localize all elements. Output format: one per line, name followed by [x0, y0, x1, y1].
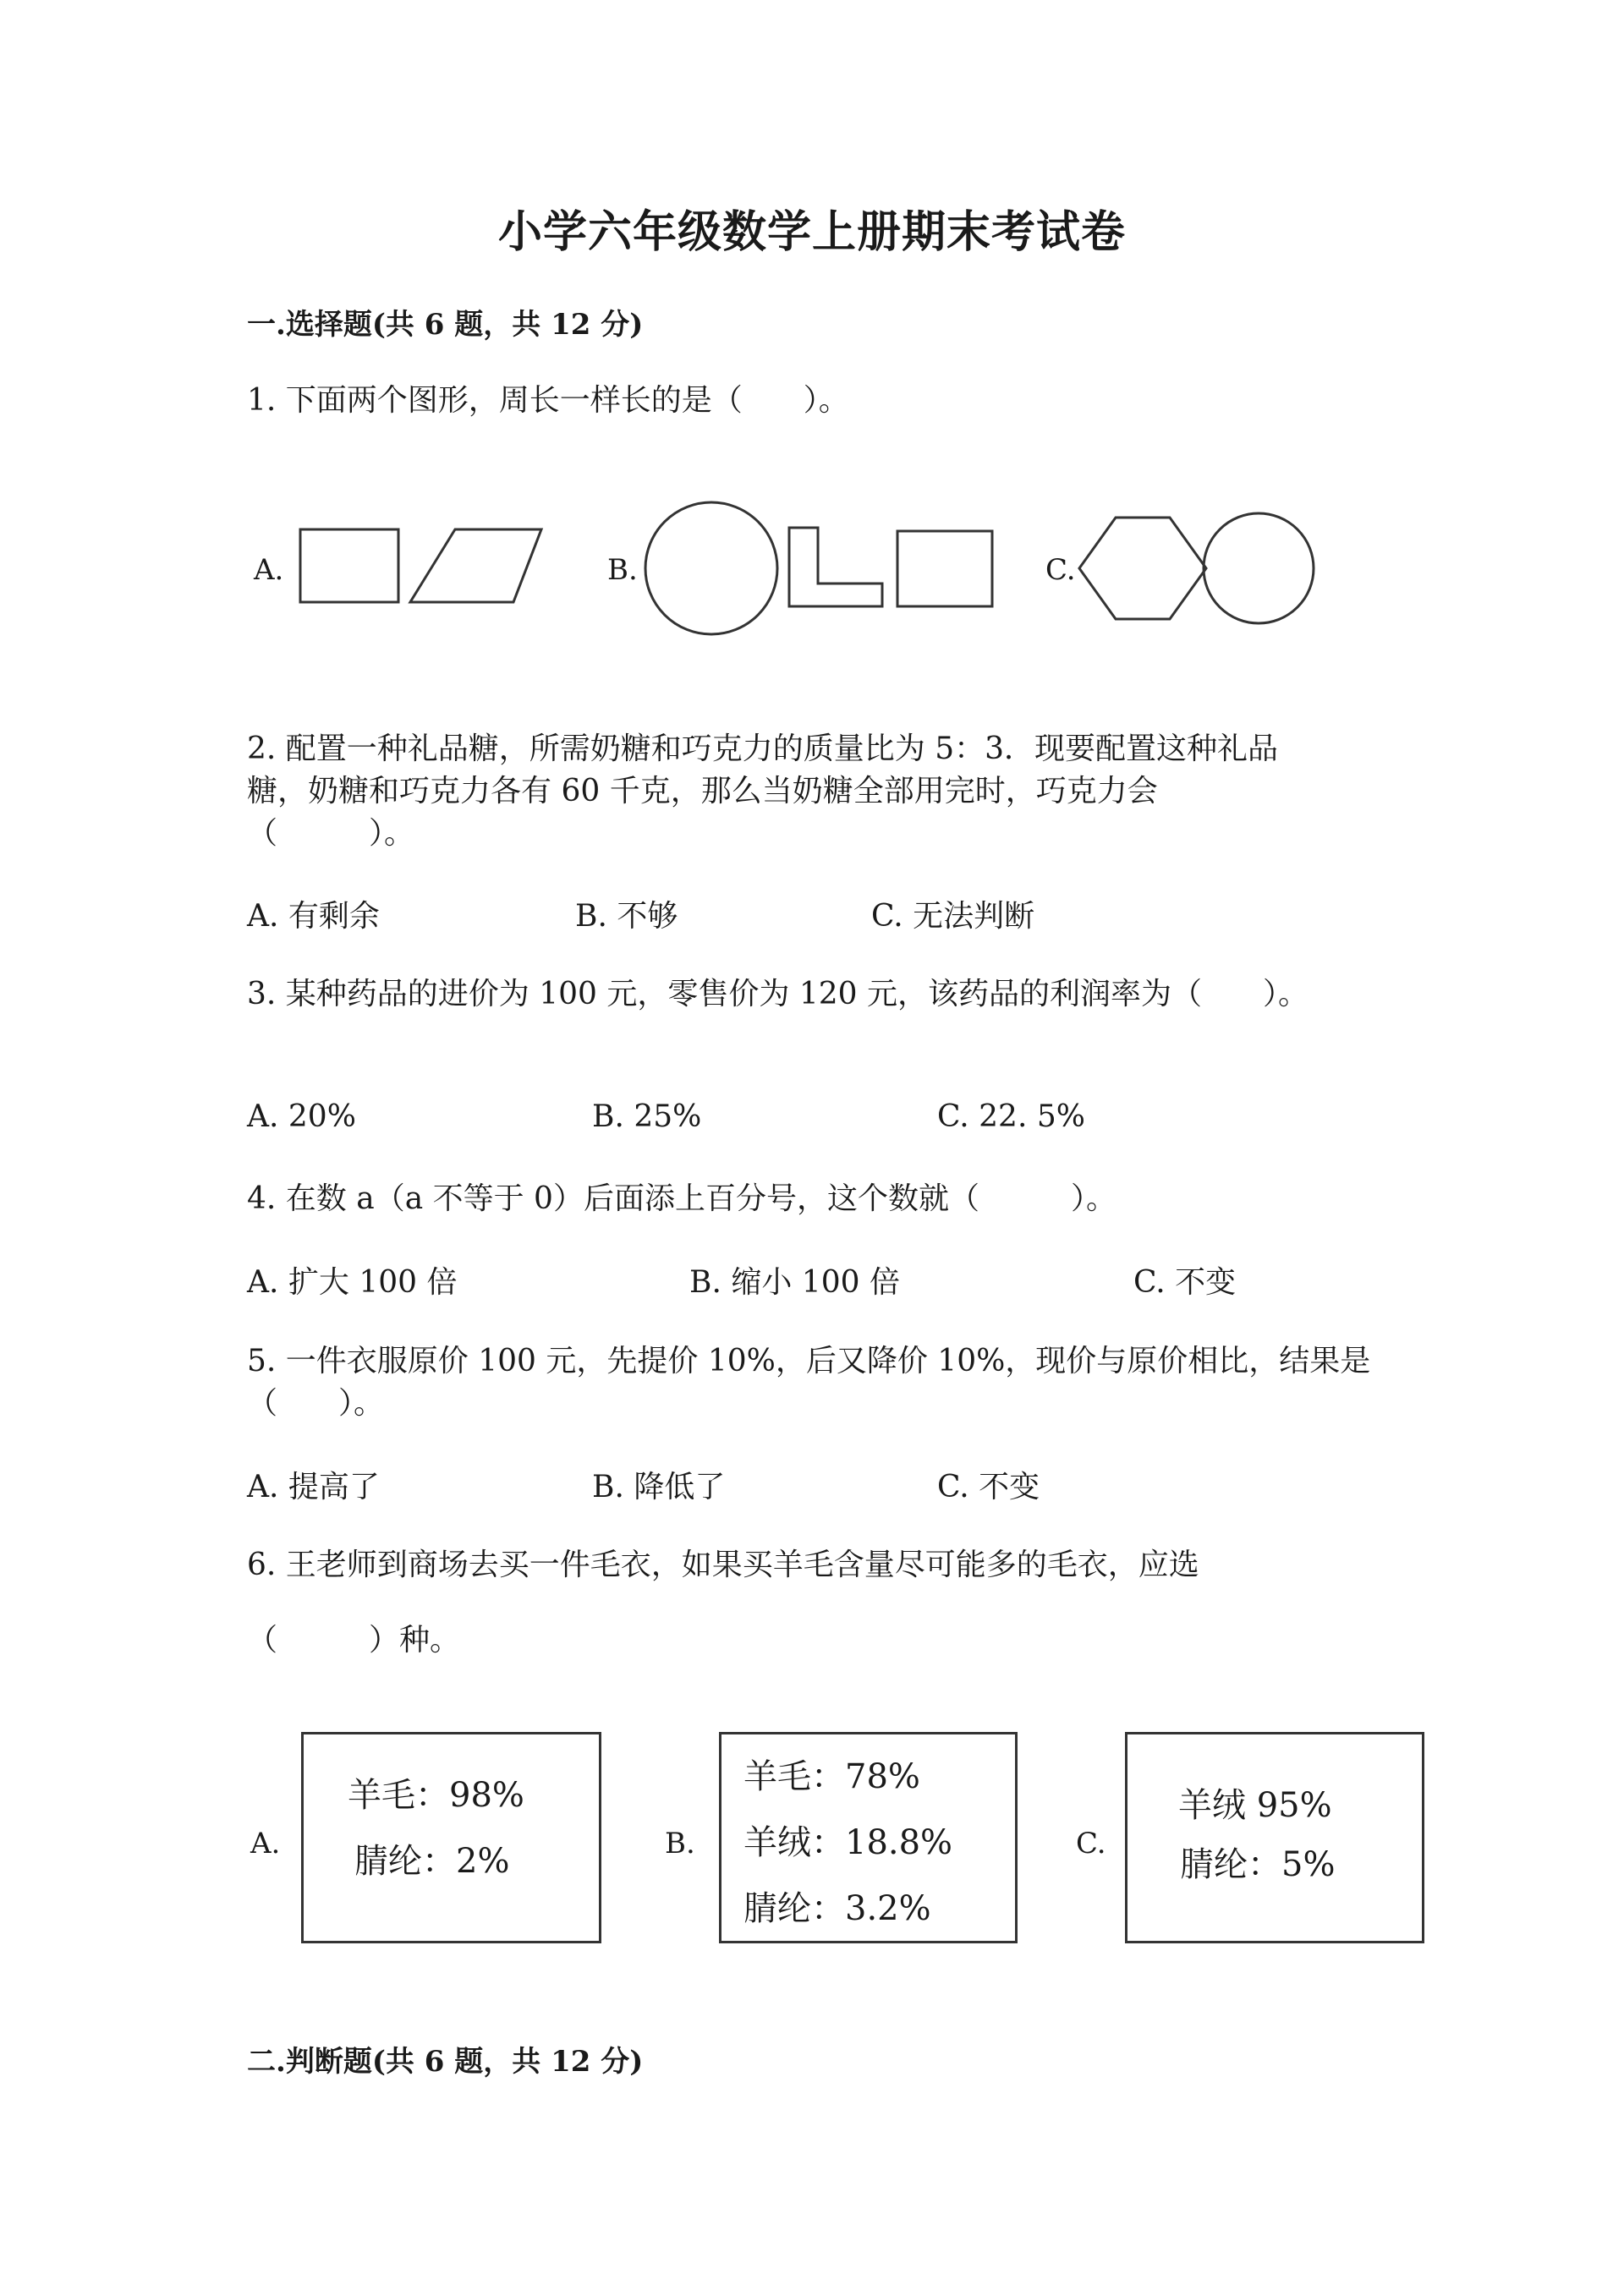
q1-figure-a: [296, 524, 550, 609]
circle-shape: [645, 502, 777, 634]
q5-option-a: A. 提高了: [247, 1470, 380, 1504]
l-shape: [789, 528, 882, 606]
section-heading-choice: 一.选择题(共 6 题，共 12 分): [247, 308, 644, 342]
q6-option-a-label: A.: [250, 1827, 281, 1860]
q1-option-c-label: C.: [1045, 553, 1076, 587]
fiber-content-line: 腈纶：2%: [354, 1842, 510, 1881]
fiber-content-line: 羊毛：78%: [743, 1757, 920, 1796]
hexagon-shape: [1079, 518, 1206, 619]
parallelogram-shape: [410, 529, 541, 602]
q6-label-box-a: [301, 1732, 601, 1943]
question-5-line-2: （ ）。: [247, 1386, 385, 1421]
q2-option-c: C. 无法判断: [871, 899, 1035, 934]
fiber-content-line: 羊绒：18.8%: [743, 1823, 953, 1862]
rectangle-shape: [300, 529, 398, 602]
q6-option-c-label: C.: [1076, 1827, 1106, 1860]
question-3-text: 3. 某种药品的进价为 100 元，零售价为 120 元，该药品的利润率为（ ）。: [247, 977, 1309, 1011]
q4-option-c: C. 不变: [1133, 1265, 1237, 1300]
q5-option-b: B. 降低了: [592, 1470, 726, 1504]
q6-label-box-c: [1125, 1732, 1424, 1943]
fiber-content-line: 羊毛：98%: [348, 1776, 524, 1815]
question-1-text: 1. 下面两个图形，周长一样长的是（ ）。: [247, 383, 849, 418]
fiber-content-line: 腈纶：3.2%: [743, 1889, 931, 1928]
fiber-content-line: 羊绒 95%: [1178, 1786, 1332, 1825]
question-2-line-2: 糖，奶糖和巧克力各有 60 千克，那么当奶糖全部用完时，巧克力会: [247, 774, 1158, 808]
section-heading-judgement: 二.判断题(共 6 题，共 12 分): [247, 2045, 644, 2079]
q2-option-a: A. 有剩余: [247, 899, 380, 934]
q5-option-c: C. 不变: [937, 1470, 1040, 1504]
circle-shape: [1204, 513, 1314, 623]
q3-option-c: C. 22. 5%: [937, 1099, 1085, 1134]
question-5-line-1: 5. 一件衣服原价 100 元，先提价 10%，后又降价 10%，现价与原价相比，结果是: [247, 1344, 1371, 1378]
q4-option-a: A. 扩大 100 倍: [247, 1265, 458, 1300]
q3-option-a: A. 20%: [247, 1099, 356, 1134]
fiber-content-line: 腈纶：5%: [1180, 1845, 1336, 1884]
question-6-line-1: 6. 王老师到商场去买一件毛衣，如果买羊毛含量尽可能多的毛衣，应选: [247, 1548, 1199, 1582]
q1-figure-c: [1079, 507, 1333, 626]
question-2-line-1: 2. 配置一种礼品糖，所需奶糖和巧克力的质量比为 5：3．现要配置这种礼品: [247, 732, 1279, 766]
q2-option-b: B. 不够: [575, 899, 678, 934]
question-2-line-3: （ ）。: [247, 816, 415, 851]
q1-figure-b: [641, 499, 996, 634]
square-shape: [897, 531, 992, 606]
q3-option-b: B. 25%: [592, 1099, 702, 1134]
q1-option-b-label: B.: [607, 553, 638, 587]
q6-option-b-label: B.: [665, 1827, 695, 1860]
question-6-line-2: （ ）种。: [247, 1623, 461, 1658]
question-4-text: 4. 在数 a（a 不等于 0）后面添上百分号，这个数就（ ）。: [247, 1181, 1116, 1216]
q6-label-box-b: [719, 1732, 1018, 1943]
page-title: 小学六年级数学上册期末考试卷: [497, 206, 1126, 258]
q4-option-b: B. 缩小 100 倍: [689, 1265, 900, 1300]
q1-option-a-label: A.: [254, 553, 284, 587]
